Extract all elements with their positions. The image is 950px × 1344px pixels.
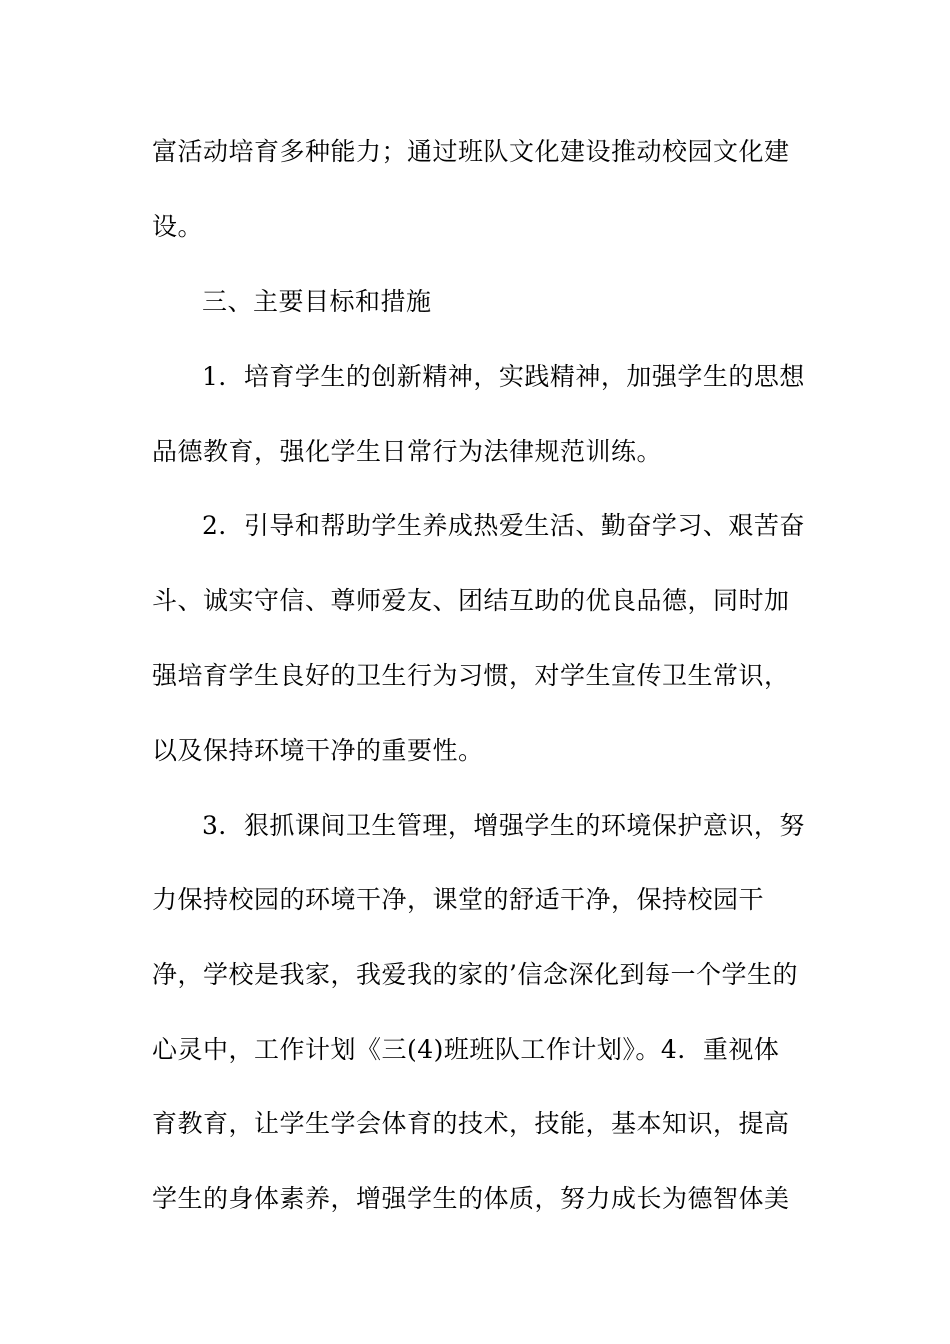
text-line: 育教育，让学生学会体育的技术，技能，基本知识，提高 bbox=[152, 1109, 790, 1138]
text-line: 3．狠抓课间卫生管理，增强学生的环境保护意识，努 bbox=[202, 811, 805, 840]
text-line: 学生的身体素养，增强学生的体质，努力成长为德智体美 bbox=[152, 1184, 790, 1213]
section-heading: 三、主要目标和措施 bbox=[202, 287, 432, 316]
text-line: 品德教育，强化学生日常行为法律规范训练。 bbox=[152, 437, 663, 466]
text-line: 富活动培育多种能力；通过班队文化建设推动校园文化建 bbox=[152, 137, 790, 166]
text-line: 净，学校是我家，我爱我的家的’信念深化到每一个学生的 bbox=[152, 960, 798, 989]
text-line: 斗、诚实守信、尊师爱友、团结互助的优良品德，同时加 bbox=[152, 586, 790, 615]
text-line: 2．引导和帮助学生养成热爱生活、勤奋学习、艰苦奋 bbox=[202, 511, 805, 540]
text-line: 以及保持环境干净的重要性。 bbox=[152, 736, 484, 765]
text-line: 强培育学生良好的卫生行为习惯，对学生宣传卫生常识， bbox=[152, 661, 790, 690]
text-line: 1．培育学生的创新精神，实践精神，加强学生的思想 bbox=[202, 362, 805, 391]
text-line: 力保持校园的环境干净，课堂的舒适干净，保持校园干 bbox=[152, 885, 765, 914]
text-line: 设。 bbox=[152, 212, 204, 241]
text-line: 心灵中，工作计划《三(4)班班队工作计划》。4．重视体 bbox=[152, 1035, 780, 1064]
